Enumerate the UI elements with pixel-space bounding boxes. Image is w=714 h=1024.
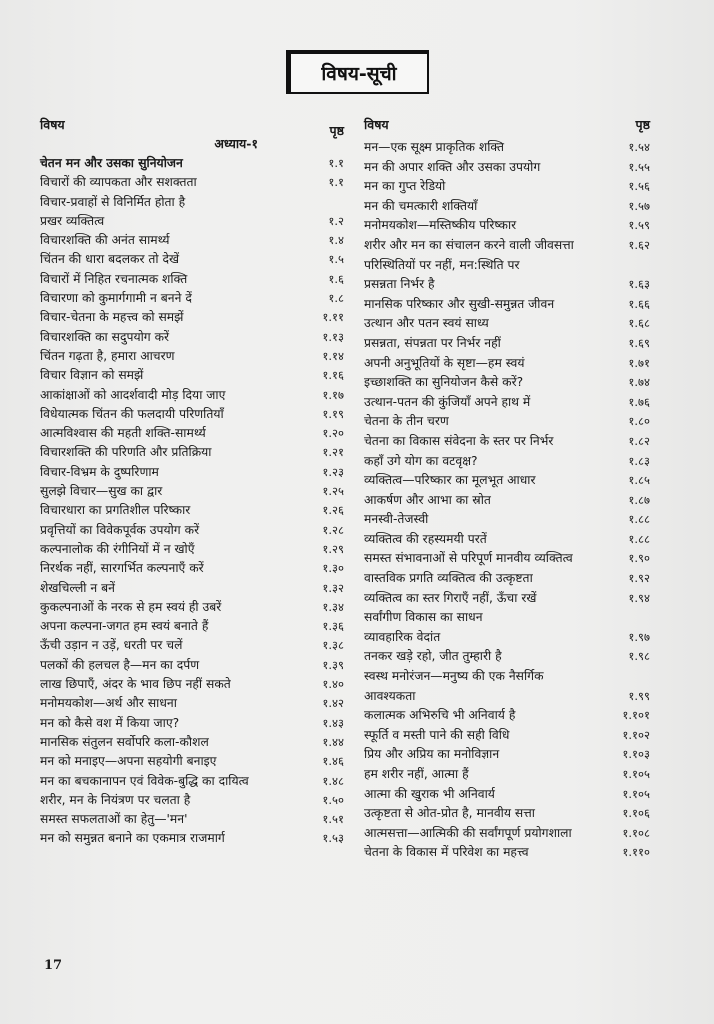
entry-page: १.८३ xyxy=(628,453,650,468)
page-number: 17 xyxy=(44,958,63,973)
toc-entry xyxy=(364,706,650,726)
toc-entry xyxy=(364,197,650,217)
entry-title: उत्थान-पतन की कुंजियाँ अपने हाथ में xyxy=(364,394,531,409)
entry-title: प्रिय और अप्रिय का मनोविज्ञान xyxy=(364,747,500,762)
entry-title: अपना कल्पना-जगत हम स्वयं बनाते हैं xyxy=(40,619,209,634)
entry-title: कल्पनालोक की रंगीनियों में न खोएँ xyxy=(40,541,195,556)
entry-title: समस्त संभावनाओं से परिपूर्ण मानवीय व्यक्तित्व xyxy=(364,551,573,566)
entry-title: कलात्मक अभिरुचि भी अनिवार्य है xyxy=(364,708,516,723)
entry-title: विचार-चेतना के महत्त्व को समझें xyxy=(40,310,184,325)
toc-entry xyxy=(40,443,344,462)
toc-entry xyxy=(364,373,650,393)
toc-entry xyxy=(40,386,344,405)
toc-list xyxy=(364,138,650,863)
entry-title: चिंतन की धारा बदलकर तो देखें xyxy=(40,252,180,267)
entry-page: १.५५ xyxy=(628,159,650,174)
toc-entry xyxy=(364,491,650,511)
entry-title: विचार-प्रवाहों से विनिर्मित होता है xyxy=(40,194,186,209)
toc-entry xyxy=(40,482,344,501)
toc-entry xyxy=(40,424,344,443)
toc-entry xyxy=(364,510,650,530)
entry-title: चेतना के तीन चरण xyxy=(364,414,449,429)
toc-entry xyxy=(40,366,344,385)
entry-page: १.५ xyxy=(328,252,344,267)
entry-page: १.६८ xyxy=(628,316,650,331)
entry-title: उत्कृष्टता से ओत-प्रोत है, मानवीय सत्ता xyxy=(364,806,535,821)
column-header xyxy=(364,116,650,138)
toc-entry xyxy=(40,193,344,212)
toc-right-column xyxy=(364,116,650,863)
toc-entry xyxy=(40,270,344,289)
entry-title: सर्वांगीण विकास का साधन xyxy=(364,610,483,625)
toc-entry xyxy=(40,347,344,366)
entry-page: १.११ xyxy=(322,310,344,325)
entry-page: १.६ xyxy=(328,271,344,286)
toc-entry xyxy=(40,829,344,848)
entry-page: १.१३ xyxy=(322,329,344,344)
entry-title: सुलझे विचार—सुख का द्वार xyxy=(40,484,163,499)
entry-page: १.८ xyxy=(328,291,344,306)
entry-title: विचारणा को कुमार्गगामी न बनने दें xyxy=(40,291,192,306)
entry-page: १.२१ xyxy=(322,445,344,460)
entry-title: प्रखर व्यक्तित्व xyxy=(40,213,105,228)
entry-page: १.८८ xyxy=(628,531,650,546)
toc-entry xyxy=(364,412,650,432)
entry-page: १.८७ xyxy=(628,492,650,507)
entry-page: १.३९ xyxy=(322,657,344,672)
entry-title: प्रवृत्तियों का विवेकपूर्वक उपयोग करें xyxy=(40,522,200,537)
chapter-heading: अध्याय-१ xyxy=(214,136,258,151)
entry-page: १.४ xyxy=(328,233,344,248)
toc-entry xyxy=(40,540,344,559)
toc-entry xyxy=(364,256,650,276)
entry-page: १.१०३ xyxy=(622,747,650,762)
header-page: पृष्ठ xyxy=(635,117,650,132)
entry-page: १.८२ xyxy=(628,433,650,448)
toc-entry xyxy=(364,667,650,687)
toc-entry xyxy=(364,785,650,805)
entry-page: १.५१ xyxy=(322,812,344,827)
toc-entry xyxy=(364,608,650,628)
entry-page: १.३४ xyxy=(322,599,344,614)
entry-title: उत्थान और पतन स्वयं साध्य xyxy=(364,316,489,331)
toc-entry xyxy=(364,216,650,236)
toc-entry xyxy=(40,212,344,231)
entry-title: पलकों की हलचल है—मन का दर्पण xyxy=(40,657,200,672)
toc-entry xyxy=(364,804,650,824)
entry-title: व्यक्तित्व का स्तर गिराएँ नहीं, ऊँचा रखें xyxy=(364,590,537,605)
entry-title: कुकल्पनाओं के नरक से हम स्वयं ही उबरें xyxy=(40,599,222,614)
entry-title: मन का गुप्त रेडियो xyxy=(364,179,446,194)
entry-title: विचार-विभ्रम के दुष्परिणाम xyxy=(40,464,159,479)
toc-entry xyxy=(364,236,650,256)
entry-title: विचारशक्ति का सदुपयोग करें xyxy=(40,329,170,344)
page-title: विषय-सूची xyxy=(286,50,429,94)
toc-entry xyxy=(364,824,650,844)
entry-title: चेतन मन और उसका सुनियोजन xyxy=(40,156,183,170)
entry-page: १.१०२ xyxy=(622,727,650,742)
entry-page: १.१०६ xyxy=(622,806,650,821)
toc-entry xyxy=(40,579,344,598)
entry-page: १.१६ xyxy=(322,368,344,383)
entry-page: १.५९ xyxy=(628,218,650,233)
entry-title: विचारशक्ति की परिणति और प्रतिक्रिया xyxy=(40,445,212,460)
toc-entry xyxy=(40,714,344,733)
toc-entry xyxy=(364,647,650,667)
entry-page: १.८८ xyxy=(628,512,650,527)
toc-entry xyxy=(364,843,650,863)
toc-entry xyxy=(40,501,344,520)
entry-title: विचारों की व्यापकता और सशक्तता xyxy=(40,175,197,190)
toc-entry xyxy=(40,791,344,810)
entry-page: १.११० xyxy=(622,845,650,860)
entry-title: विचारों में निहित रचनात्मक शक्ति xyxy=(40,271,188,286)
entry-title: आकर्षण और आभा का स्रोत xyxy=(364,492,491,507)
entry-page: १.८० xyxy=(628,414,650,429)
entry-title: प्रसन्नता, संपन्नता पर निर्भर नहीं xyxy=(364,335,501,350)
entry-title: मन की चमत्कारी शक्तियाँ xyxy=(364,198,478,213)
entry-page: १.९४ xyxy=(628,590,650,605)
toc-entry xyxy=(40,733,344,752)
entry-page: १.४६ xyxy=(322,754,344,769)
toc-entry xyxy=(364,452,650,472)
entry-page: १.३८ xyxy=(322,638,344,653)
entry-page: १.१७ xyxy=(322,387,344,402)
entry-page: १.६९ xyxy=(628,335,650,350)
toc-entry xyxy=(40,752,344,771)
entry-page: १.७१ xyxy=(628,355,650,370)
toc-entry xyxy=(40,617,344,636)
entry-title: तनकर खड़े रहो, जीत तुम्हारी है xyxy=(364,649,502,664)
toc-entry xyxy=(364,726,650,746)
entry-title: मन—एक सूक्ष्म प्राकृतिक शक्ति xyxy=(364,140,504,154)
entry-title: मन की अपार शक्ति और उसका उपयोग xyxy=(364,159,541,174)
toc-entry xyxy=(40,405,344,424)
entry-title: वास्तविक प्रगति व्यक्तित्व की उत्कृष्टता xyxy=(364,571,533,586)
entry-page: १.५४ xyxy=(628,140,650,154)
entry-title: व्यक्तित्व की रहस्यमयी परतें xyxy=(364,531,487,546)
entry-page: १.८५ xyxy=(628,473,650,488)
entry-title: चेतना का विकास संवेदना के स्तर पर निर्भर xyxy=(364,433,554,448)
toc-entry xyxy=(40,250,344,269)
entry-title: आकांक्षाओं को आदर्शवादी मोड़ दिया जाए xyxy=(40,387,226,402)
toc-entry xyxy=(40,656,344,675)
entry-page: १.१०८ xyxy=(622,825,650,840)
entry-page: १.२ xyxy=(328,213,344,228)
toc-entry xyxy=(364,628,650,648)
entry-title: मन को कैसे वश में किया जाए? xyxy=(40,715,180,730)
entry-page: १.९७ xyxy=(628,629,650,644)
toc-left-column xyxy=(40,116,344,849)
toc-entry xyxy=(364,745,650,765)
entry-page: १.१०५ xyxy=(622,786,650,801)
entry-page: १.५७ xyxy=(628,198,650,213)
entry-title: मनोमयकोश—मस्तिष्कीय परिष्कार xyxy=(364,218,517,233)
entry-page: १.१ xyxy=(328,156,344,170)
entry-title: मनोमयकोश—अर्थ और साधना xyxy=(40,696,177,711)
entry-page: १.४२ xyxy=(322,696,344,711)
toc-entry xyxy=(364,138,650,158)
header-subject: विषय xyxy=(40,117,65,132)
toc-entry xyxy=(364,393,650,413)
entry-title: मन को समुन्नत बनाने का एकमात्र राजमार्ग xyxy=(40,831,225,846)
entry-page: १.६६ xyxy=(628,296,650,311)
entry-page: १.४३ xyxy=(322,715,344,730)
toc-entry xyxy=(364,334,650,354)
toc-entry xyxy=(40,521,344,540)
entry-page: १.२० xyxy=(322,426,344,441)
entry-page: १.१ xyxy=(328,175,344,190)
toc-entry xyxy=(364,687,650,707)
toc-entry xyxy=(40,154,344,173)
toc-entry xyxy=(364,158,650,178)
column-header xyxy=(40,116,344,138)
entry-title: व्यावहारिक वेदांत xyxy=(364,629,441,644)
entry-title: समस्त सफलताओं का हेतु—'मन' xyxy=(40,812,188,827)
entry-page: १.५६ xyxy=(628,179,650,194)
entry-page: १.९० xyxy=(628,551,650,566)
entry-title: हम शरीर नहीं, आत्मा हैं xyxy=(364,767,469,781)
entry-title: विचार विज्ञान को समझें xyxy=(40,368,144,383)
entry-page: १.४४ xyxy=(322,734,344,749)
entry-page: १.९८ xyxy=(628,649,650,664)
entry-page: १.३२ xyxy=(322,580,344,595)
entry-page: १.९२ xyxy=(628,571,650,586)
toc-entry xyxy=(40,598,344,617)
toc-entry xyxy=(40,328,344,347)
entry-page: १.१९ xyxy=(322,406,344,421)
entry-title: विधेयात्मक चिंतन की फलदायी परिणतियाँ xyxy=(40,406,224,421)
entry-title: स्वस्थ मनोरंजन—मनुष्य की एक नैसर्गिक xyxy=(364,669,544,684)
entry-page: १.१४ xyxy=(322,348,344,363)
entry-title: शरीर, मन के नियंत्रण पर चलता है xyxy=(40,792,191,807)
toc-entry xyxy=(40,463,344,482)
entry-title: मानसिक संतुलन सर्वोपरि कला-कौशल xyxy=(40,734,209,749)
entry-title: ऊँची उड़ान न उड़ें, धरती पर चलें xyxy=(40,638,183,653)
entry-title: आत्मविश्वास की महती शक्ति-सामर्थ्य xyxy=(40,426,206,441)
entry-title: आत्मा की खुराक भी अनिवार्य xyxy=(364,786,495,801)
toc-entry xyxy=(364,432,650,452)
header-page: पृष्ठ xyxy=(329,123,344,138)
entry-title: चेतना के विकास में परिवेश का महत्त्व xyxy=(364,845,529,860)
entry-title: आवश्यकता xyxy=(364,688,416,703)
entry-title: इच्छाशक्ति का सुनियोजन कैसे करें? xyxy=(364,375,524,390)
entry-page: १.४० xyxy=(322,677,344,692)
entry-page: १.६३ xyxy=(628,277,650,292)
entry-page: १.२८ xyxy=(322,522,344,537)
toc-entry xyxy=(364,275,650,295)
toc-entry xyxy=(364,314,650,334)
entry-page: १.७४ xyxy=(628,375,650,390)
toc-entry xyxy=(40,772,344,791)
entry-title: स्फूर्ति व मस्ती पाने की सही विधि xyxy=(364,727,510,742)
entry-title: मनस्वी-तेजस्वी xyxy=(364,512,429,527)
entry-title: कहाँ उगे योग का वटवृक्ष? xyxy=(364,453,478,468)
entry-title: मन का बचकानापन एवं विवेक-बुद्धि का दायित्व xyxy=(40,773,249,788)
entry-page: १.५० xyxy=(322,792,344,807)
toc-entry xyxy=(40,636,344,655)
toc-entry xyxy=(364,765,650,785)
toc-entry xyxy=(40,231,344,250)
toc-entry xyxy=(40,559,344,578)
toc-list xyxy=(40,154,344,849)
toc-entry xyxy=(364,549,650,569)
entry-page: १.२६ xyxy=(322,503,344,518)
toc-entry xyxy=(40,308,344,327)
entry-title: परिस्थितियों पर नहीं, मन:स्थिति पर xyxy=(364,257,520,272)
entry-page: १.४८ xyxy=(322,773,344,788)
entry-title: चिंतन गढ़ता है, हमारा आचरण xyxy=(40,348,175,363)
toc-entry xyxy=(364,471,650,491)
entry-title: प्रसन्नता निर्भर है xyxy=(364,277,435,292)
entry-page: १.७६ xyxy=(628,394,650,409)
toc-entry xyxy=(40,694,344,713)
entry-page: १.२५ xyxy=(322,484,344,499)
toc-entry xyxy=(40,810,344,829)
toc-entry xyxy=(40,675,344,694)
entry-title: मन को मनाइए—अपना सहयोगी बनाइए xyxy=(40,754,217,769)
entry-title: आत्मसत्ता—आत्मिकी की सर्वांगपूर्ण प्रयोगशाला xyxy=(364,825,572,840)
entry-title: मानसिक परिष्कार और सुखी-समुन्नत जीवन xyxy=(364,296,555,311)
entry-page: १.९९ xyxy=(628,688,650,703)
entry-page: १.२३ xyxy=(322,464,344,479)
entry-title: लाख छिपाएँ, अंदर के भाव छिप नहीं सकते xyxy=(40,677,231,692)
entry-page: १.३६ xyxy=(322,619,344,634)
entry-page: १.६२ xyxy=(628,237,650,252)
header-subject: विषय xyxy=(364,117,389,132)
toc-entry xyxy=(364,589,650,609)
entry-title: निरर्थक नहीं, सारगर्भित कल्पनाएँ करें xyxy=(40,561,204,576)
entry-title: व्यक्तित्व—परिष्कार का मूलभूत आधार xyxy=(364,473,536,488)
entry-page: १.३० xyxy=(322,561,344,576)
toc-entry xyxy=(364,177,650,197)
entry-title: शेखचिल्ली न बनें xyxy=(40,580,115,595)
toc-entry xyxy=(40,173,344,192)
entry-title: विचारधारा का प्रगतिशील परिष्कार xyxy=(40,503,191,518)
toc-entry xyxy=(364,295,650,315)
entry-title: अपनी अनुभूतियों के सृष्टा—हम स्वयं xyxy=(364,355,525,370)
toc-entry xyxy=(364,530,650,550)
entry-page: १.५३ xyxy=(322,831,344,846)
toc-entry xyxy=(40,289,344,308)
entry-title: शरीर और मन का संचालन करने वाली जीवसत्ता xyxy=(364,237,574,252)
toc-entry xyxy=(364,569,650,589)
entry-page: १.१०५ xyxy=(622,767,650,781)
entry-page: १.२९ xyxy=(322,541,344,556)
entry-title: विचारशक्ति की अनंत सामर्थ्य xyxy=(40,233,170,248)
entry-page: १.१०१ xyxy=(622,708,650,723)
toc-entry xyxy=(364,354,650,374)
